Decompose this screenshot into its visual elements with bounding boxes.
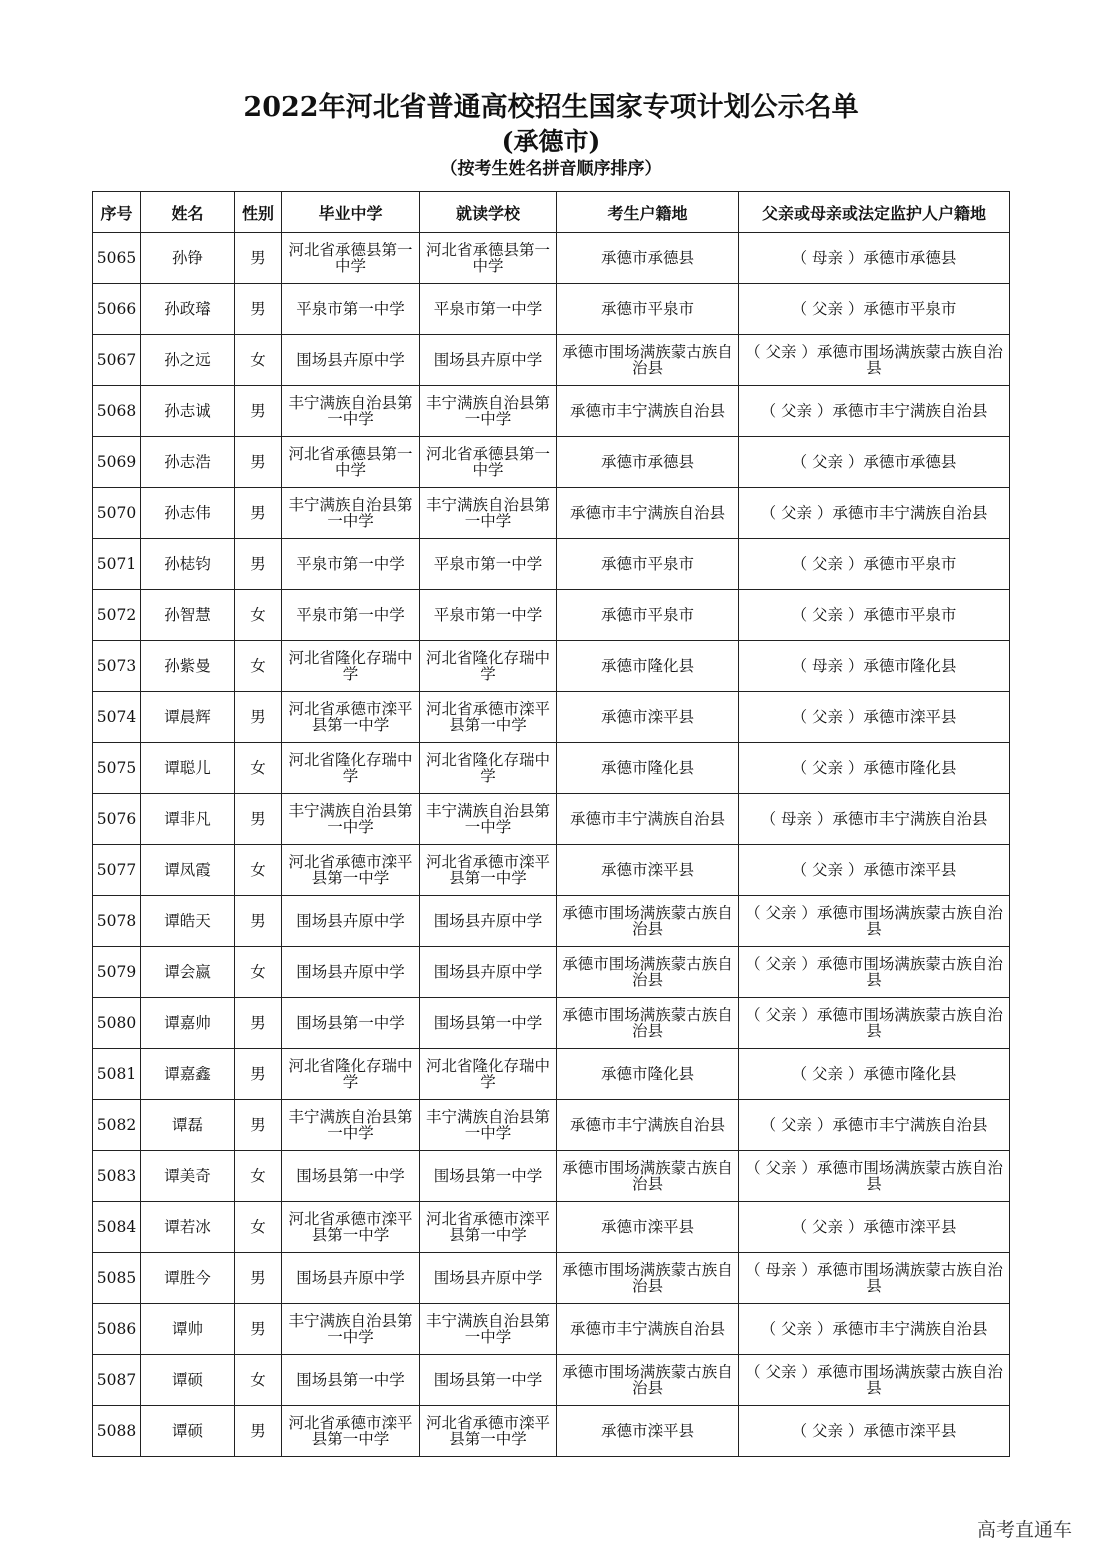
cell-parent-hukou: （ 父亲 ）承德市平泉市 (739, 590, 1010, 641)
cell-name: 谭非凡 (141, 794, 235, 845)
cell-current-school: 河北省承德市滦平县第一中学 (420, 845, 557, 896)
cell-hukou: 承德市围场满族蒙古族自治县 (557, 947, 739, 998)
cell-hukou: 承德市围场满族蒙古族自治县 (557, 335, 739, 386)
cell-hukou: 承德市围场满族蒙古族自治县 (557, 1151, 739, 1202)
table-row (93, 1355, 1010, 1406)
cell-name: 谭皓天 (141, 896, 235, 947)
cell-gender: 男 (235, 1253, 282, 1304)
cell-current-school: 围场县第一中学 (420, 1355, 557, 1406)
cell-parent-hukou: （ 父亲 ）承德市丰宁满族自治县 (739, 488, 1010, 539)
cell-grad-school: 丰宁满族自治县第一中学 (282, 1304, 420, 1355)
cell-parent-hukou: （ 母亲 ）承德市承德县 (739, 233, 1010, 284)
cell-grad-school: 平泉市第一中学 (282, 284, 420, 335)
cell-id: 5087 (93, 1355, 141, 1406)
cell-id: 5076 (93, 794, 141, 845)
cell-parent-hukou: （ 父亲 ）承德市围场满族蒙古族自治县 (739, 998, 1010, 1049)
cell-current-school: 河北省承德县第一中学 (420, 233, 557, 284)
roster-table (92, 191, 1010, 1457)
cell-grad-school: 河北省隆化存瑞中学 (282, 1049, 420, 1100)
watermark: 高考直通车 (976, 1519, 1072, 1541)
cell-gender: 男 (235, 488, 282, 539)
cell-parent-hukou: （ 父亲 ）承德市围场满族蒙古族自治县 (739, 896, 1010, 947)
cell-gender: 男 (235, 1049, 282, 1100)
cell-id: 5074 (93, 692, 141, 743)
cell-current-school: 围场县卉原中学 (420, 947, 557, 998)
cell-parent-hukou: （ 父亲 ）承德市丰宁满族自治县 (739, 1304, 1010, 1355)
cell-parent-hukou: （ 父亲 ）承德市丰宁满族自治县 (739, 1100, 1010, 1151)
cell-name: 谭硕 (141, 1406, 235, 1457)
cell-id: 5082 (93, 1100, 141, 1151)
table-row (93, 1202, 1010, 1253)
cell-gender: 女 (235, 1151, 282, 1202)
cell-hukou: 承德市丰宁满族自治县 (557, 488, 739, 539)
cell-gender: 男 (235, 1406, 282, 1457)
header-gender: 性别 (235, 192, 282, 233)
cell-hukou: 承德市平泉市 (557, 539, 739, 590)
table-row (93, 845, 1010, 896)
cell-gender: 男 (235, 794, 282, 845)
cell-parent-hukou: （ 父亲 ）承德市隆化县 (739, 1049, 1010, 1100)
cell-id: 5071 (93, 539, 141, 590)
cell-parent-hukou: （ 父亲 ）承德市滦平县 (739, 1406, 1010, 1457)
cell-grad-school: 河北省承德市滦平县第一中学 (282, 845, 420, 896)
cell-hukou: 承德市丰宁满族自治县 (557, 386, 739, 437)
cell-grad-school: 围场县卉原中学 (282, 1253, 420, 1304)
cell-hukou: 承德市承德县 (557, 437, 739, 488)
city-subtitle: (承德市) (501, 127, 601, 156)
cell-parent-hukou: （ 父亲 ）承德市围场满族蒙古族自治县 (739, 947, 1010, 998)
cell-current-school: 围场县卉原中学 (420, 335, 557, 386)
cell-hukou: 承德市围场满族蒙古族自治县 (557, 1355, 739, 1406)
header-parent-hukou: 父亲或母亲或法定监护人户籍地 (739, 192, 1010, 233)
table-row (93, 692, 1010, 743)
cell-current-school: 平泉市第一中学 (420, 590, 557, 641)
cell-grad-school: 平泉市第一中学 (282, 539, 420, 590)
cell-grad-school: 河北省承德市滦平县第一中学 (282, 692, 420, 743)
document-title: 2022年河北省普通高校招生国家专项计划公示名单 (243, 92, 859, 123)
cell-id: 5078 (93, 896, 141, 947)
sort-note: （按考生姓名拼音顺序排序） (440, 159, 662, 179)
cell-hukou: 承德市隆化县 (557, 1049, 739, 1100)
cell-grad-school: 围场县卉原中学 (282, 947, 420, 998)
cell-hukou: 承德市丰宁满族自治县 (557, 794, 739, 845)
table-row (93, 284, 1010, 335)
table-row (93, 1253, 1010, 1304)
cell-current-school: 丰宁满族自治县第一中学 (420, 386, 557, 437)
cell-hukou: 承德市承德县 (557, 233, 739, 284)
cell-hukou: 承德市平泉市 (557, 590, 739, 641)
cell-id: 5084 (93, 1202, 141, 1253)
table-row (93, 947, 1010, 998)
table-row (93, 590, 1010, 641)
cell-name: 谭美奇 (141, 1151, 235, 1202)
cell-id: 5070 (93, 488, 141, 539)
cell-name: 谭会嬴 (141, 947, 235, 998)
cell-grad-school: 围场县第一中学 (282, 1151, 420, 1202)
cell-grad-school: 丰宁满族自治县第一中学 (282, 386, 420, 437)
cell-id: 5073 (93, 641, 141, 692)
cell-parent-hukou: （ 母亲 ）承德市隆化县 (739, 641, 1010, 692)
table-row (93, 896, 1010, 947)
cell-id: 5085 (93, 1253, 141, 1304)
table-row (93, 1151, 1010, 1202)
cell-gender: 男 (235, 692, 282, 743)
cell-id: 5077 (93, 845, 141, 896)
cell-grad-school: 丰宁满族自治县第一中学 (282, 1100, 420, 1151)
cell-grad-school: 丰宁满族自治县第一中学 (282, 488, 420, 539)
cell-id: 5065 (93, 233, 141, 284)
cell-grad-school: 丰宁满族自治县第一中学 (282, 794, 420, 845)
cell-hukou: 承德市围场满族蒙古族自治县 (557, 998, 739, 1049)
cell-grad-school: 围场县第一中学 (282, 998, 420, 1049)
cell-current-school: 围场县第一中学 (420, 998, 557, 1049)
header-current-school: 就读学校 (420, 192, 557, 233)
cell-id: 5079 (93, 947, 141, 998)
cell-hukou: 承德市丰宁满族自治县 (557, 1100, 739, 1151)
cell-current-school: 河北省隆化存瑞中学 (420, 743, 557, 794)
cell-grad-school: 围场县卉原中学 (282, 335, 420, 386)
cell-grad-school: 河北省承德市滦平县第一中学 (282, 1406, 420, 1457)
cell-current-school: 丰宁满族自治县第一中学 (420, 488, 557, 539)
cell-gender: 女 (235, 1202, 282, 1253)
table-row (93, 335, 1010, 386)
cell-name: 谭若冰 (141, 1202, 235, 1253)
cell-gender: 女 (235, 947, 282, 998)
cell-parent-hukou: （ 父亲 ）承德市隆化县 (739, 743, 1010, 794)
cell-name: 谭聪儿 (141, 743, 235, 794)
cell-grad-school: 河北省承德县第一中学 (282, 437, 420, 488)
cell-gender: 男 (235, 896, 282, 947)
cell-hukou: 承德市滦平县 (557, 845, 739, 896)
cell-current-school: 丰宁满族自治县第一中学 (420, 1100, 557, 1151)
cell-gender: 男 (235, 1100, 282, 1151)
cell-current-school: 围场县卉原中学 (420, 896, 557, 947)
cell-name: 谭嘉帅 (141, 998, 235, 1049)
cell-current-school: 河北省承德县第一中学 (420, 437, 557, 488)
cell-name: 谭嘉鑫 (141, 1049, 235, 1100)
table-row (93, 1049, 1010, 1100)
cell-hukou: 承德市丰宁满族自治县 (557, 1304, 739, 1355)
cell-id: 5069 (93, 437, 141, 488)
header-id: 序号 (93, 192, 141, 233)
table-row (93, 233, 1010, 284)
cell-parent-hukou: （ 父亲 ）承德市围场满族蒙古族自治县 (739, 1355, 1010, 1406)
cell-current-school: 丰宁满族自治县第一中学 (420, 794, 557, 845)
cell-id: 5083 (93, 1151, 141, 1202)
cell-hukou: 承德市隆化县 (557, 743, 739, 794)
table-header-row (93, 192, 1010, 233)
cell-grad-school: 围场县第一中学 (282, 1355, 420, 1406)
cell-gender: 女 (235, 1355, 282, 1406)
table-row (93, 488, 1010, 539)
cell-current-school: 河北省承德市滦平县第一中学 (420, 1202, 557, 1253)
cell-hukou: 承德市平泉市 (557, 284, 739, 335)
header-name: 姓名 (141, 192, 235, 233)
table-row (93, 437, 1010, 488)
cell-parent-hukou: （ 父亲 ）承德市围场满族蒙古族自治县 (739, 335, 1010, 386)
cell-grad-school: 围场县卉原中学 (282, 896, 420, 947)
cell-id: 5068 (93, 386, 141, 437)
cell-id: 5081 (93, 1049, 141, 1100)
cell-parent-hukou: （ 父亲 ）承德市滦平县 (739, 845, 1010, 896)
cell-name: 孙紫曼 (141, 641, 235, 692)
cell-gender: 男 (235, 998, 282, 1049)
cell-parent-hukou: （ 父亲 ）承德市滦平县 (739, 692, 1010, 743)
cell-current-school: 丰宁满族自治县第一中学 (420, 1304, 557, 1355)
cell-gender: 女 (235, 743, 282, 794)
cell-name: 谭磊 (141, 1100, 235, 1151)
cell-name: 孙之远 (141, 335, 235, 386)
header-grad-school: 毕业中学 (282, 192, 420, 233)
cell-hukou: 承德市围场满族蒙古族自治县 (557, 896, 739, 947)
cell-gender: 男 (235, 437, 282, 488)
table-row (93, 743, 1010, 794)
cell-grad-school: 河北省隆化存瑞中学 (282, 641, 420, 692)
cell-id: 5067 (93, 335, 141, 386)
cell-gender: 男 (235, 1304, 282, 1355)
cell-name: 谭凤霞 (141, 845, 235, 896)
cell-id: 5080 (93, 998, 141, 1049)
cell-gender: 女 (235, 845, 282, 896)
table-row (93, 641, 1010, 692)
cell-name: 孙志浩 (141, 437, 235, 488)
cell-name: 孙智慧 (141, 590, 235, 641)
cell-gender: 男 (235, 233, 282, 284)
cell-grad-school: 河北省承德县第一中学 (282, 233, 420, 284)
cell-name: 谭胜今 (141, 1253, 235, 1304)
cell-current-school: 河北省承德市滦平县第一中学 (420, 1406, 557, 1457)
table-row (93, 998, 1010, 1049)
cell-hukou: 承德市隆化县 (557, 641, 739, 692)
cell-parent-hukou: （ 母亲 ）承德市丰宁满族自治县 (739, 794, 1010, 845)
cell-name: 谭硕 (141, 1355, 235, 1406)
cell-parent-hukou: （ 父亲 ）承德市丰宁满族自治县 (739, 386, 1010, 437)
cell-name: 谭帅 (141, 1304, 235, 1355)
cell-grad-school: 平泉市第一中学 (282, 590, 420, 641)
cell-grad-school: 河北省承德市滦平县第一中学 (282, 1202, 420, 1253)
table-row (93, 1406, 1010, 1457)
cell-gender: 男 (235, 284, 282, 335)
cell-grad-school: 河北省隆化存瑞中学 (282, 743, 420, 794)
cell-id: 5075 (93, 743, 141, 794)
cell-gender: 女 (235, 590, 282, 641)
cell-current-school: 平泉市第一中学 (420, 284, 557, 335)
cell-gender: 男 (235, 386, 282, 437)
cell-id: 5066 (93, 284, 141, 335)
cell-id: 5072 (93, 590, 141, 641)
cell-hukou: 承德市滦平县 (557, 692, 739, 743)
cell-name: 孙志诚 (141, 386, 235, 437)
cell-gender: 男 (235, 539, 282, 590)
cell-current-school: 河北省隆化存瑞中学 (420, 641, 557, 692)
cell-parent-hukou: （ 父亲 ）承德市围场满族蒙古族自治县 (739, 1151, 1010, 1202)
table-row (93, 794, 1010, 845)
table-row (93, 539, 1010, 590)
cell-parent-hukou: （ 父亲 ）承德市平泉市 (739, 539, 1010, 590)
cell-name: 孙政璿 (141, 284, 235, 335)
cell-id: 5086 (93, 1304, 141, 1355)
cell-current-school: 河北省承德市滦平县第一中学 (420, 692, 557, 743)
cell-id: 5088 (93, 1406, 141, 1457)
cell-name: 孙梽钧 (141, 539, 235, 590)
cell-hukou: 承德市围场满族蒙古族自治县 (557, 1253, 739, 1304)
cell-parent-hukou: （ 父亲 ）承德市承德县 (739, 437, 1010, 488)
cell-parent-hukou: （ 母亲 ）承德市围场满族蒙古族自治县 (739, 1253, 1010, 1304)
cell-current-school: 平泉市第一中学 (420, 539, 557, 590)
cell-gender: 女 (235, 335, 282, 386)
table-row (93, 386, 1010, 437)
cell-current-school: 围场县卉原中学 (420, 1253, 557, 1304)
cell-current-school: 河北省隆化存瑞中学 (420, 1049, 557, 1100)
cell-name: 孙铮 (141, 233, 235, 284)
table-row (93, 1304, 1010, 1355)
cell-parent-hukou: （ 父亲 ）承德市平泉市 (739, 284, 1010, 335)
cell-current-school: 围场县第一中学 (420, 1151, 557, 1202)
header-hukou: 考生户籍地 (557, 192, 739, 233)
cell-hukou: 承德市滦平县 (557, 1406, 739, 1457)
table-row (93, 1100, 1010, 1151)
cell-name: 孙志伟 (141, 488, 235, 539)
cell-name: 谭晨辉 (141, 692, 235, 743)
cell-gender: 女 (235, 641, 282, 692)
cell-hukou: 承德市滦平县 (557, 1202, 739, 1253)
cell-parent-hukou: （ 父亲 ）承德市滦平县 (739, 1202, 1010, 1253)
